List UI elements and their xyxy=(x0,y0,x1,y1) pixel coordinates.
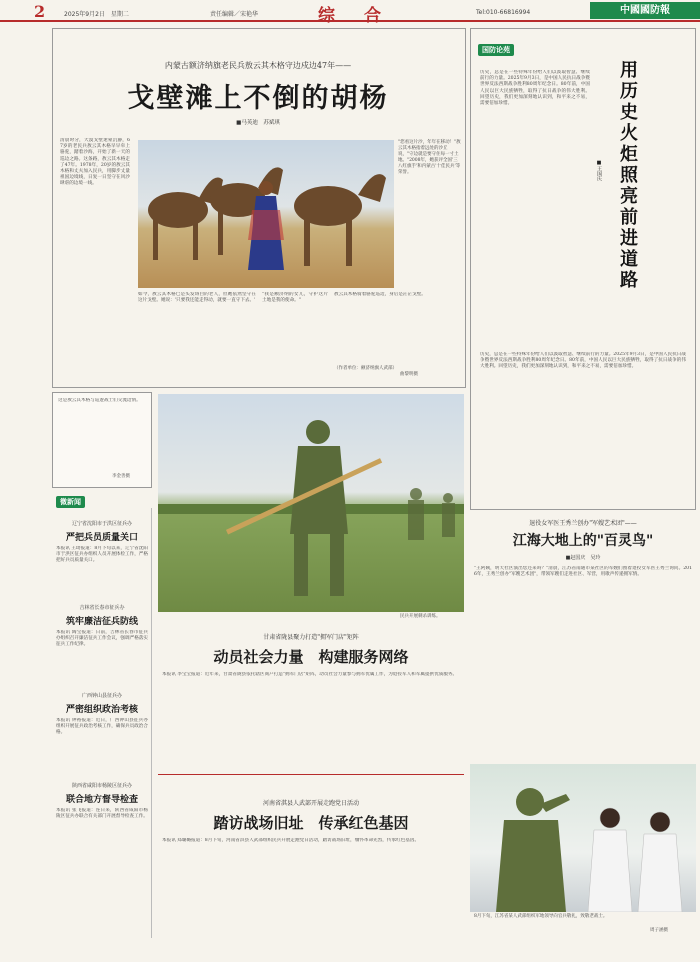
page-header xyxy=(0,0,700,26)
editor-credit: 责任编辑／宋艳华 xyxy=(210,11,259,18)
news1-body: 本报讯 王琦报道：8月下旬以来，辽宁省沈阳市于洪区征兵办组织人员开展体检工作，严格把好兵员质量关口。 xyxy=(56,546,148,564)
feature2-kicker: 甘肃省陇县聚力打造"拥军门店"矩阵 xyxy=(263,634,359,641)
news1-title: 严把兵员质量关口 xyxy=(65,533,138,543)
salute-photo-caption: 8月下旬，江苏省某人武部组织军地领导向官兵敬礼，致敬老战士。 xyxy=(474,914,608,919)
lead-kicker: 内蒙古额济纳旗老民兵敖云其木格守边戍边47年—— xyxy=(164,61,352,70)
newspaper-logo: 中國國防報 xyxy=(590,2,700,19)
feature2-title: 动员社会力量 构建服务网络 xyxy=(213,648,409,666)
feature3-kicker: 河南省淇县人武部开展走跑党日活动 xyxy=(262,800,359,807)
issue-date: 2025年9月2日 星期二 xyxy=(64,11,129,18)
camels-illustration xyxy=(138,140,394,288)
lead-byline: ■马英迪 苏斌琪 xyxy=(236,120,280,126)
news3-body: 本报讯 钟裕报道：近日，广西钟山县征兵办组织开展征兵政治考核工作，确保兵员政治合格。 xyxy=(56,718,148,736)
commentary-title: 用历史火炬照亮前进道路 xyxy=(617,60,638,291)
brief-credit: 李金善摄 xyxy=(112,474,130,479)
militia-photo-caption: 民兵开展刺杀训练。 xyxy=(400,614,441,619)
lead-photo-camels xyxy=(138,140,394,288)
phone: Tel:010-66816994 xyxy=(476,9,531,16)
news4-title: 联合地方督导检查 xyxy=(65,795,138,805)
feature3-title: 踏访战场旧址 传承红色基因 xyxy=(213,814,409,832)
feature4-title: 江海大地上的"百灵鸟" xyxy=(512,533,654,549)
lead-body-col1: 清晨时分，大漠戈壁迷蒙沉静，67岁的老民兵敖云其木格早早牵上骆驼，踏着沙海，开始了新一天的巡边之路。这条路，敖云其木格走了47年。1978年，20岁的敖云其木格和丈夫加入民兵，用脚步丈量祖国边境线，日复一日坚守在风沙肆虐的边境一线。 xyxy=(60,138,130,187)
salute-illustration xyxy=(470,764,696,912)
lead-quote: "我是额济纳的女儿，守护这片土地是我的使命。" xyxy=(262,292,328,304)
lead-photo-credit: 曲黎明摄 xyxy=(400,372,418,377)
commentary-body-col1: 历史，总是在一些特殊年份给人们以汲取智慧、继续前行的力量。2025年9月3日，是中国人民抗日战争暨世界反法西斯战争胜利80周年纪念日。80年前，中国人民以巨大民族牺牲，取得了抗日战争的伟大胜利。回望历史，我们更加深刻地认识到，和平来之不易，需要倍加珍惜。 xyxy=(480,70,590,107)
news2-body: 本报讯 陶宝报道：日前，吉林省长春市征兵办组织召开廉洁征兵工作会议，强调严格落实征兵工作纪律。 xyxy=(56,630,148,648)
salute-photo-credit: 周子涵摄 xyxy=(650,928,668,933)
feature4-body: "王阿姨，明天社区演出您还来吗？"清晨，江苏省南通市某社区的军嫂们围着退役女军医王秀兰询问。2016年，王秀兰创办"军嫂艺术团"，带领军嫂们走进社区、军营，用歌声传递拥军情。 xyxy=(474,566,692,578)
feature4-byline: ■赵国庆 吴玲 xyxy=(565,555,601,561)
divider xyxy=(158,774,464,775)
brief-text: 这是敖云其木格与巡逻战士们交流边情。 xyxy=(58,398,141,403)
militia-training-photo xyxy=(158,394,464,612)
news3-kicker: 广西钟山县征兵办 xyxy=(81,693,122,699)
commentary-tag: 国防论苑 xyxy=(478,44,514,56)
news4-body: 本报讯 张飞报道：连日来，陕西省咸阳市杨陵区征兵办联合有关部门开展督导检查工作。 xyxy=(56,808,148,820)
commentary-body-col2: 历史，总是在一些特殊年份给人们以汲取智慧、继续前行的力量。2025年9月3日，是中国人民抗日战争暨世界反法西斯战争胜利80周年纪念日。80年前，中国人民以巨大民族牺牲，取得了抗日战争的伟大胜利。回望历史，我们更加深刻地认识到，和平来之不易，需要倍加珍惜。 xyxy=(480,352,686,370)
news2-kicker: 吉林省长春市征兵办 xyxy=(79,605,125,611)
soldier-illustration xyxy=(158,394,464,612)
news-tag: 微新闻 xyxy=(56,496,85,508)
lead-signature: （作者单位：额济纳旗人武部） xyxy=(334,366,397,371)
feature2-body: 本报讯 李宝宝报道：近年来，甘肃省陇县依托辖区商户打造"拥军门店"矩阵，动员社会力量参与拥军优属工作，为退役军人和军属提供优质服务。 xyxy=(162,672,458,677)
feature3-body: 本报讯 郑璐璐报道：8月下旬，河南省淇县人武部组织民兵开展走跑党日活动，踏访战场旧址，缅怀革命先烈，传承红色基因。 xyxy=(162,838,420,843)
lead-body-col3: 敖云其木格骑着骆驼巡边，身后是茫茫戈壁。 xyxy=(334,292,426,297)
news4-kicker: 陕西省咸阳市杨陵区征兵办 xyxy=(71,783,132,789)
news1-kicker: 辽宁省沈阳市于洪区征兵办 xyxy=(71,521,132,527)
lead-body-col4: "您看这片沙，年年在移动！"敖云其木格指着远处的沙丘说，"守边就是要守住每一寸土地。"2008年，她获评全国'三八红旗手'和内蒙古'十佳民兵'等荣誉。 xyxy=(398,140,461,175)
lead-body-col2: 如今，敖云其木格已是头发斑白的老人，但她依然坚守在这片戈壁。她说：'只要我还能走得动，就要一直守下去。' xyxy=(138,292,256,304)
commentary-author: ■王国庆 xyxy=(596,160,602,181)
salute-photo xyxy=(470,764,696,912)
lead-title: 戈壁滩上不倒的胡杨 xyxy=(127,83,389,114)
feature4-kicker: 退役女军医王秀兰创办"军嫂艺术团"—— xyxy=(529,520,637,527)
section-title: 综 合 xyxy=(318,6,387,26)
news2-title: 筑牢廉洁征兵防线 xyxy=(65,617,138,627)
news3-title: 严密组织政治考核 xyxy=(65,705,138,715)
page-number: 2 xyxy=(34,2,46,21)
